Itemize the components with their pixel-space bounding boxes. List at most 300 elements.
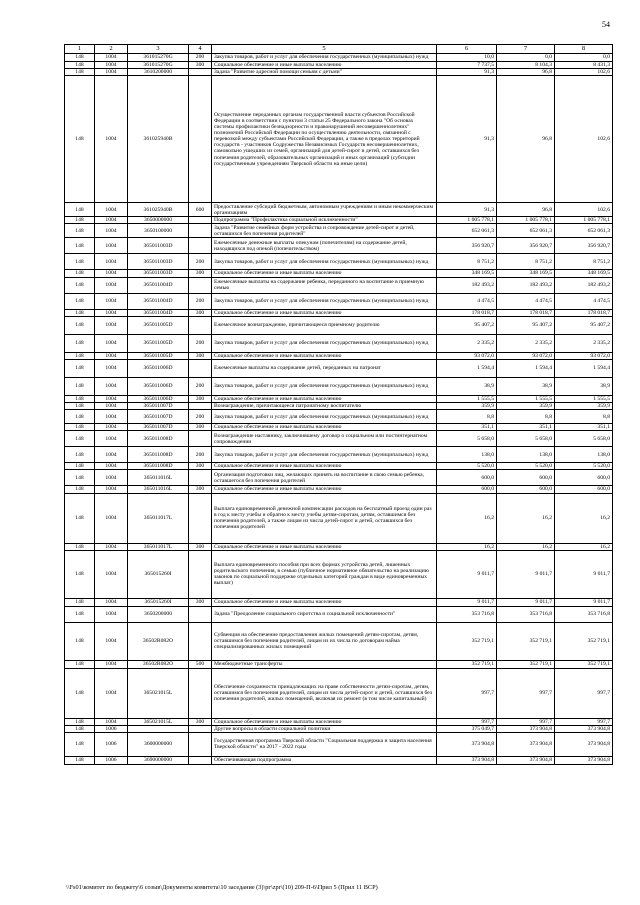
cell-col-4 — [189, 668, 212, 718]
table-row — [65, 309, 613, 316]
cell-col-1: 148 — [65, 660, 95, 668]
cell-col-8: 16,2 — [555, 493, 613, 543]
cell-col-4: 300 — [189, 395, 212, 402]
cell-col-3: 365011005D — [128, 352, 189, 359]
cell-col-3: 361025940В — [128, 203, 189, 217]
cell-col-4: 500 — [189, 660, 212, 668]
cell-col-4 — [189, 238, 212, 254]
cell-col-7: 5 658,0 — [497, 431, 555, 447]
cell-col-3: 365011007D — [128, 424, 189, 431]
cell-col-2: 1004 — [95, 76, 128, 203]
cell-col-4 — [189, 756, 212, 764]
table-row — [65, 76, 613, 203]
table-row — [65, 224, 613, 238]
cell-col-6: 373 904,8 — [437, 756, 497, 764]
cell-col-6: 1 005 778,1 — [437, 217, 497, 224]
cell-col-6: 93 072,0 — [437, 352, 497, 359]
cell-col-2: 1004 — [95, 54, 128, 62]
cell-col-8: 1 005 778,1 — [555, 217, 613, 224]
cell-col-1: 148 — [65, 598, 95, 606]
table-row — [65, 277, 613, 293]
cell-col-4 — [189, 493, 212, 543]
cell-col-7: 359,9 — [497, 402, 555, 409]
table-row — [65, 424, 613, 431]
cell-col-4: 300 — [189, 463, 212, 470]
cell-col-1: 148 — [65, 293, 95, 309]
cell-col-7: 16,2 — [497, 543, 555, 550]
cell-col-8: 1 555,5 — [555, 395, 613, 402]
cell-col-4: 200 — [189, 447, 212, 463]
cell-col-6: 600,0 — [437, 470, 497, 486]
cell-col-6: 91,3 — [437, 76, 497, 203]
table-row — [65, 550, 613, 598]
cell-col-4 — [189, 431, 212, 447]
cell-col-2: 1004 — [95, 668, 128, 718]
cell-col-7: 351,1 — [497, 424, 555, 431]
cell-col-7: 5 520,0 — [497, 463, 555, 470]
cell-col-3: 365011003D — [128, 238, 189, 254]
cell-col-5: Закупка товаров, работ и услуг для обеспечения государственных (муниципальных) нужд — [212, 334, 437, 352]
cell-col-7: 93 072,0 — [497, 352, 555, 359]
cell-col-1: 148 — [65, 668, 95, 718]
cell-col-1: 148 — [65, 543, 95, 550]
cell-col-7: 2 335,2 — [497, 334, 555, 352]
cell-col-1: 148 — [65, 395, 95, 402]
cell-col-4: 300 — [189, 352, 212, 359]
cell-col-2: 1004 — [95, 493, 128, 543]
cell-col-5: Субвенция на обеспечение предоставления жилых помещений детям-сиротам, детям, оставшимся без попечения родителей, лицам из их числа по договорам найма специализированных жилых помещений — [212, 622, 437, 660]
cell-col-8: 600,0 — [555, 486, 613, 493]
cell-col-3: 365011008D — [128, 447, 189, 463]
cell-col-6: 16,2 — [437, 543, 497, 550]
cell-col-2: 1004 — [95, 238, 128, 254]
cell-col-6: 2 335,2 — [437, 334, 497, 352]
cell-col-5: Закупка товаров, работ и услуг для обеспечения государственных (муниципальных) нужд — [212, 54, 437, 62]
cell-col-6: 652 061,3 — [437, 224, 497, 238]
cell-col-5: Организация подготовки лиц, желающих принять на воспитание в свою семью ребенка, оставшегося без попечения родителей — [212, 470, 437, 486]
cell-col-6: 91,3 — [437, 203, 497, 217]
cell-col-5: Социальное обеспечение и иные выплаты населению — [212, 309, 437, 316]
cell-col-4 — [189, 606, 212, 622]
cell-col-8: 16,2 — [555, 543, 613, 550]
cell-col-1: 148 — [65, 622, 95, 660]
cell-col-6: 352 719,1 — [437, 622, 497, 660]
header-cell: 2 — [95, 45, 128, 54]
cell-col-3: 365011003D — [128, 254, 189, 270]
table-row — [65, 352, 613, 359]
cell-col-4 — [189, 277, 212, 293]
cell-col-2: 1004 — [95, 606, 128, 622]
cell-col-4: 300 — [189, 486, 212, 493]
cell-col-1: 148 — [65, 359, 95, 377]
cell-col-8: 373 904,8 — [555, 732, 613, 756]
cell-col-2: 1004 — [95, 660, 128, 668]
cell-col-4 — [189, 224, 212, 238]
cell-col-2: 1004 — [95, 316, 128, 334]
cell-col-7: 16,2 — [497, 493, 555, 543]
cell-col-6: 1 555,5 — [437, 395, 497, 402]
cell-col-6: 5 520,0 — [437, 463, 497, 470]
cell-col-5: Задача "Развитие адресной помощи семьям с детьми" — [212, 69, 437, 76]
cell-col-1: 148 — [65, 447, 95, 463]
cell-col-1: 148 — [65, 203, 95, 217]
cell-col-4: 600 — [189, 203, 212, 217]
table-row — [65, 660, 613, 668]
cell-col-6: 351,1 — [437, 424, 497, 431]
cell-col-8: 5 658,0 — [555, 431, 613, 447]
cell-col-6: 5 658,0 — [437, 431, 497, 447]
cell-col-8: 4 474,5 — [555, 293, 613, 309]
cell-col-5: Ежемесячные выплаты на содержание ребенка, переданного на воспитание в приемную семью — [212, 277, 437, 293]
cell-col-1: 148 — [65, 431, 95, 447]
cell-col-5: Социальное обеспечение и иные выплаты населению — [212, 424, 437, 431]
header-row — [65, 45, 613, 54]
cell-col-1: 148 — [65, 69, 95, 76]
cell-col-7: 353 716,8 — [497, 606, 555, 622]
cell-col-3: 361015270G — [128, 62, 189, 69]
cell-col-4: 300 — [189, 718, 212, 725]
cell-col-1: 148 — [65, 309, 95, 316]
cell-col-8: 138,0 — [555, 447, 613, 463]
cell-col-7: 178 018,7 — [497, 309, 555, 316]
cell-col-2: 1004 — [95, 293, 128, 309]
table-row — [65, 431, 613, 447]
cell-col-2: 1004 — [95, 598, 128, 606]
cell-col-7: 997,7 — [497, 718, 555, 725]
cell-col-5: Подпрограмма "Профилактика социальной исключенности" — [212, 217, 437, 224]
cell-col-8: 95 407,2 — [555, 316, 613, 334]
cell-col-6: 10,0 — [437, 54, 497, 62]
cell-col-1: 148 — [65, 238, 95, 254]
cell-col-5: Государственная программа Тверской области "Социальная поддержка и защита населения Тверской области" на 2017 - 2022 годы — [212, 732, 437, 756]
cell-col-8: 652 061,3 — [555, 224, 613, 238]
cell-col-7: 373 904,8 — [497, 725, 555, 732]
cell-col-5: Обеспечение сохранности принадлежащих на праве собственности детям-сиротам, детям, оставшимся без попечения родителей, лицам из числа детей-сирот и детей, оставшихся без попечения родителей, жилых помещений, включая их ремонт (в том числе капитальный) — [212, 668, 437, 718]
cell-col-5: Выплата единовременного пособия при всех формах устройства детей, лишенных родительского попечения, в семью (публичное нормативное обязательство на реализацию законов по социальной поддержке отдельных категорий граждан в виде единовременных выплат) — [212, 550, 437, 598]
cell-col-8: 178 018,7 — [555, 309, 613, 316]
cell-col-7: 373 904,8 — [497, 756, 555, 764]
cell-col-4 — [189, 725, 212, 732]
cell-col-2: 1004 — [95, 431, 128, 447]
cell-col-4 — [189, 217, 212, 224]
cell-col-6: 91,3 — [437, 69, 497, 76]
cell-col-8: 348 169,5 — [555, 270, 613, 277]
table-row — [65, 377, 613, 395]
cell-col-1: 148 — [65, 76, 95, 203]
cell-col-6: 348 169,5 — [437, 270, 497, 277]
cell-col-3: 365011008D — [128, 463, 189, 470]
cell-col-3: 3650000000 — [128, 217, 189, 224]
cell-col-7: 373 904,8 — [497, 732, 555, 756]
cell-col-5: Социальное обеспечение и иные выплаты населению — [212, 395, 437, 402]
cell-col-5: Другие вопросы в области социальной политики — [212, 725, 437, 732]
table-row — [65, 463, 613, 470]
cell-col-2: 1004 — [95, 470, 128, 486]
cell-col-3: 365015260I — [128, 598, 189, 606]
cell-col-7: 8 751,2 — [497, 254, 555, 270]
cell-col-2: 1004 — [95, 69, 128, 76]
cell-col-3: 3650100000 — [128, 224, 189, 238]
cell-col-3: 3610200000 — [128, 69, 189, 76]
cell-col-4 — [189, 316, 212, 334]
cell-col-4: 300 — [189, 270, 212, 277]
table-row — [65, 486, 613, 493]
cell-col-4: 200 — [189, 377, 212, 395]
cell-col-2: 1004 — [95, 203, 128, 217]
cell-col-5: Обеспечивающая подпрограмма — [212, 756, 437, 764]
cell-col-6: 16,2 — [437, 493, 497, 543]
cell-col-8: 102,6 — [555, 76, 613, 203]
cell-col-2: 1004 — [95, 424, 128, 431]
cell-col-7: 0,0 — [497, 54, 555, 62]
table-row — [65, 334, 613, 352]
cell-col-7: 600,0 — [497, 470, 555, 486]
cell-col-8: 38,9 — [555, 377, 613, 395]
cell-col-2: 1004 — [95, 377, 128, 395]
table-row — [65, 217, 613, 224]
cell-col-5: Ежемесячные денежные выплаты опекунам (попечителям) на содержание детей, находящихся под опекой (попечительством) — [212, 238, 437, 254]
cell-col-5: Выплата единовременной денежной компенсации расходов на бесплатный проезд один раз в год к месту учебы и обратно к месту учебы детям-сиротам, детям, оставшимся без попечения родителей, а также лицам из числа детей-сирот и детей, оставшихся без попечения родителей — [212, 493, 437, 543]
cell-col-4: 300 — [189, 543, 212, 550]
cell-col-2: 1004 — [95, 277, 128, 293]
cell-col-5: Осуществление переданных органам государственной власти субъектов Российской Федерации в соответствии с пунктом 3 статьи 25 Федерального закона "Об основах системы профилактики безнадзорности и правонарушений несовершеннолетних" полномочий Российской Федерации по осуществлению деятельности, связанной с перевозкой между субъектами Российской Федерации, а также в пределах территорий государств - участников Содружества Независимых Государств несовершеннолетних, самовольно ушедших из семей, организаций для детей-сирот и детей, оставшихся без попечения родителей, образовательных организаций и иных организаций (субсидии государственным учреждениям Тверской области на иные цели) — [212, 76, 437, 203]
cell-col-8: 600,0 — [555, 470, 613, 486]
cell-col-5: Социальное обеспечение и иные выплаты населению — [212, 270, 437, 277]
cell-col-3: 365011005D — [128, 334, 189, 352]
cell-col-2: 1004 — [95, 359, 128, 377]
cell-col-6: 4 474,5 — [437, 293, 497, 309]
table-row — [65, 203, 613, 217]
cell-col-1: 148 — [65, 606, 95, 622]
cell-col-5: Социальное обеспечение и иные выплаты населению — [212, 598, 437, 606]
cell-col-6: 1 594,4 — [437, 359, 497, 377]
cell-col-2: 1004 — [95, 486, 128, 493]
cell-col-2: 1004 — [95, 334, 128, 352]
cell-col-3: 365011004D — [128, 293, 189, 309]
header-cell: 3 — [128, 45, 189, 54]
cell-col-5: Межбюджетные трансферты — [212, 660, 437, 668]
cell-col-6: 353 716,8 — [437, 606, 497, 622]
cell-col-5: Задача "Преодоление социального сиротства и социальной исключенности" — [212, 606, 437, 622]
cell-col-2: 1004 — [95, 543, 128, 550]
cell-col-3: 365011017L — [128, 543, 189, 550]
header-cell: 6 — [437, 45, 497, 54]
cell-col-7: 1 005 778,1 — [497, 217, 555, 224]
cell-col-6: 997,7 — [437, 668, 497, 718]
cell-col-4 — [189, 622, 212, 660]
cell-col-4: 200 — [189, 54, 212, 62]
cell-col-8: 2 335,2 — [555, 334, 613, 352]
cell-col-8: 997,7 — [555, 718, 613, 725]
table-row — [65, 62, 613, 69]
cell-col-6: 373 904,8 — [437, 732, 497, 756]
cell-col-3: 365011016L — [128, 470, 189, 486]
cell-col-7: 652 061,3 — [497, 224, 555, 238]
cell-col-3: 365015260I — [128, 550, 189, 598]
cell-col-6: 38,9 — [437, 377, 497, 395]
header-cell: 1 — [65, 45, 95, 54]
cell-col-6: 997,7 — [437, 718, 497, 725]
cell-col-1: 148 — [65, 217, 95, 224]
cell-col-8: 351,1 — [555, 424, 613, 431]
cell-col-8: 9 011,7 — [555, 550, 613, 598]
cell-col-3: 365011008D — [128, 431, 189, 447]
cell-col-3: 365011016L — [128, 486, 189, 493]
header-cell: 8 — [555, 45, 613, 54]
cell-col-6: 95 407,2 — [437, 316, 497, 334]
cell-col-8: 8 431,3 — [555, 62, 613, 69]
cell-col-5: Ежемесячные выплаты на содержание детей, переданных на патронат — [212, 359, 437, 377]
table-row — [65, 69, 613, 76]
cell-col-1: 148 — [65, 756, 95, 764]
header-cell: 4 — [189, 45, 212, 54]
table-row — [65, 402, 613, 409]
cell-col-3: 36502R082O — [128, 622, 189, 660]
table-row — [65, 756, 613, 764]
cell-col-6: 178 018,7 — [437, 309, 497, 316]
cell-col-2: 1004 — [95, 62, 128, 69]
cell-col-1: 148 — [65, 470, 95, 486]
cell-col-2: 1006 — [95, 756, 128, 764]
cell-col-8: 102,6 — [555, 69, 613, 76]
table-row — [65, 316, 613, 334]
cell-col-8: 102,6 — [555, 203, 613, 217]
cell-col-8: 182 493,2 — [555, 277, 613, 293]
cell-col-3: 365021015L — [128, 718, 189, 725]
table-row — [65, 606, 613, 622]
table-row — [65, 725, 613, 732]
cell-col-4: 200 — [189, 293, 212, 309]
cell-col-5: Вознаграждение, причитающееся патронатному воспитателю — [212, 402, 437, 409]
header-cell: 7 — [497, 45, 555, 54]
cell-col-3: 365011003D — [128, 270, 189, 277]
cell-col-3: 3650200000 — [128, 606, 189, 622]
table-row — [65, 732, 613, 756]
table-row — [65, 54, 613, 62]
page-number: 54 — [602, 20, 610, 29]
cell-col-7: 38,9 — [497, 377, 555, 395]
cell-col-3: 365011004D — [128, 277, 189, 293]
cell-col-8: 352 719,1 — [555, 622, 613, 660]
cell-col-5: Социальное обеспечение и иные выплаты населению — [212, 463, 437, 470]
cell-col-8: 353 716,8 — [555, 606, 613, 622]
table-row — [65, 254, 613, 270]
table-row — [65, 493, 613, 543]
cell-col-1: 148 — [65, 377, 95, 395]
table-row — [65, 668, 613, 718]
cell-col-4 — [189, 732, 212, 756]
cell-col-5: Закупка товаров, работ и услуг для обеспечения государственных (муниципальных) нужд — [212, 447, 437, 463]
cell-col-7: 352 719,1 — [497, 622, 555, 660]
cell-col-5: Закупка товаров, работ и услуг для обеспечения государственных (муниципальных) нужд — [212, 377, 437, 395]
cell-col-4: 300 — [189, 62, 212, 69]
cell-col-2: 1004 — [95, 447, 128, 463]
cell-col-7: 352 719,1 — [497, 660, 555, 668]
table-row — [65, 718, 613, 725]
cell-col-7: 600,0 — [497, 486, 555, 493]
cell-col-3 — [128, 725, 189, 732]
cell-col-7: 95 407,2 — [497, 316, 555, 334]
cell-col-2: 1006 — [95, 732, 128, 756]
cell-col-7: 8 104,3 — [497, 62, 555, 69]
cell-col-5: Ежемесячное вознаграждение, причитающееся приемному родителю — [212, 316, 437, 334]
cell-col-5: Социальное обеспечение и иные выплаты населению — [212, 62, 437, 69]
cell-col-5: Задача "Развитие семейных форм устройства и сопровождение детей-сирот и детей, оставшихся без попечения родителей" — [212, 224, 437, 238]
cell-col-4: 200 — [189, 410, 212, 424]
cell-col-1: 148 — [65, 254, 95, 270]
cell-col-7: 96,8 — [497, 76, 555, 203]
cell-col-8: 8,8 — [555, 410, 613, 424]
cell-col-3: 365011017L — [128, 493, 189, 543]
cell-col-7: 356 920,7 — [497, 238, 555, 254]
cell-col-1: 148 — [65, 352, 95, 359]
cell-col-8: 997,7 — [555, 668, 613, 718]
cell-col-6: 8 751,2 — [437, 254, 497, 270]
cell-col-4 — [189, 550, 212, 598]
cell-col-2: 1004 — [95, 254, 128, 270]
cell-col-3: 365011006D — [128, 359, 189, 377]
cell-col-8: 373 904,8 — [555, 756, 613, 764]
cell-col-7: 182 493,2 — [497, 277, 555, 293]
cell-col-2: 1004 — [95, 395, 128, 402]
cell-col-1: 148 — [65, 402, 95, 409]
budget-table — [64, 44, 613, 765]
table-row — [65, 395, 613, 402]
cell-col-5: Вознаграждение наставнику, заключившему договор о социальном или постинтернатном сопровождении — [212, 431, 437, 447]
cell-col-1: 148 — [65, 463, 95, 470]
cell-col-1: 148 — [65, 277, 95, 293]
cell-col-4 — [189, 402, 212, 409]
table-row — [65, 238, 613, 254]
cell-col-1: 148 — [65, 732, 95, 756]
cell-col-3: 361025940В — [128, 76, 189, 203]
cell-col-8: 8 751,2 — [555, 254, 613, 270]
cell-col-2: 1006 — [95, 725, 128, 732]
cell-col-2: 1004 — [95, 270, 128, 277]
cell-col-3: 365011007D — [128, 410, 189, 424]
cell-col-2: 1004 — [95, 224, 128, 238]
cell-col-8: 373 904,8 — [555, 725, 613, 732]
cell-col-7: 96,8 — [497, 203, 555, 217]
cell-col-3: 36502R082O — [128, 660, 189, 668]
cell-col-2: 1004 — [95, 463, 128, 470]
cell-col-3: 365011006D — [128, 395, 189, 402]
cell-col-4 — [189, 359, 212, 377]
cell-col-4: 300 — [189, 424, 212, 431]
cell-col-1: 148 — [65, 486, 95, 493]
cell-col-5: Социальное обеспечение и иные выплаты населению — [212, 352, 437, 359]
cell-col-2: 1004 — [95, 352, 128, 359]
cell-col-7: 1 594,4 — [497, 359, 555, 377]
table-row — [65, 410, 613, 424]
cell-col-5: Закупка товаров, работ и услуг для обеспечения государственных (муниципальных) нужд — [212, 254, 437, 270]
cell-col-2: 1004 — [95, 309, 128, 316]
cell-col-8: 1 594,4 — [555, 359, 613, 377]
cell-col-3: 365011005D — [128, 316, 189, 334]
cell-col-6: 8,8 — [437, 410, 497, 424]
table-row — [65, 598, 613, 606]
table-row — [65, 447, 613, 463]
cell-col-5: Социальное обеспечение и иные выплаты населению — [212, 718, 437, 725]
cell-col-4: 200 — [189, 254, 212, 270]
cell-col-5: Социальное обеспечение и иные выплаты населению — [212, 543, 437, 550]
table-row — [65, 293, 613, 309]
cell-col-1: 148 — [65, 316, 95, 334]
cell-col-7: 348 169,5 — [497, 270, 555, 277]
cell-col-6: 9 011,7 — [437, 598, 497, 606]
cell-col-2: 1004 — [95, 217, 128, 224]
cell-col-3: 365011006D — [128, 377, 189, 395]
